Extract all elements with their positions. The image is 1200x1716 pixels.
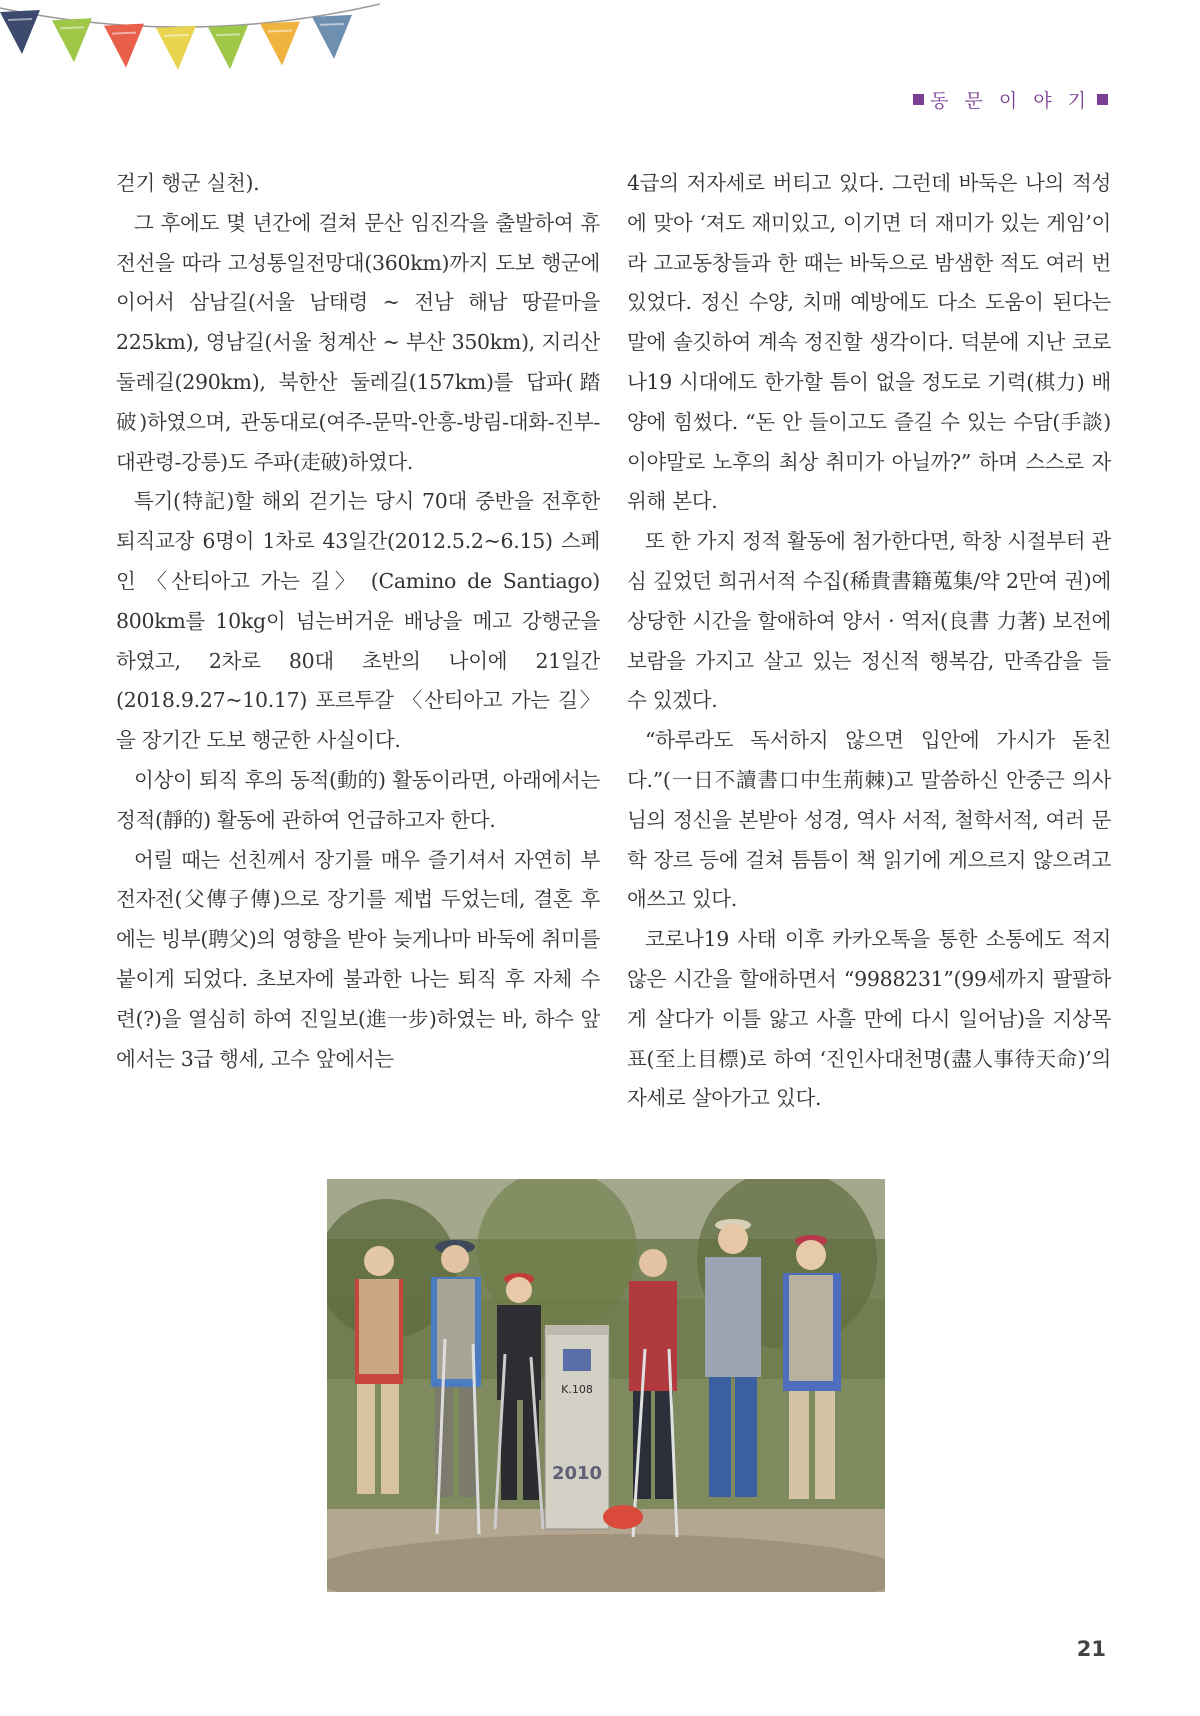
article-right-column [627,164,1111,1119]
group-photo-illustration [327,1179,885,1592]
group-photo [327,1179,885,1592]
paragraph: 또 한 가지 정적 활동에 첨가한다면, 학창 시절부터 관심 깊었던 희귀서적 수집(稀貴書籍蒐集/약 2만여 권)에 상당한 시간을 할애하여 양서 · 역저(良書 力著) 보전에 보람을 가지고 살고 있는 정신적 행복감, 만족감을 들 수 있겠다. [627,529,1111,713]
bunting-flag [104,24,144,68]
bunting-flag [156,26,196,70]
paragraph: 걷기 행군 실천). [116,171,260,195]
page-number: 21 [1076,1637,1106,1661]
section-tag [913,86,1108,113]
paragraph: 그 후에도 몇 년간에 걸쳐 문산 임진각을 출발하여 휴전선을 따라 고성통일전망대(360km)까지 도보 행군에 이어서 삼남길(서울 남태령 ~ 전남 해남 땅끝마을 225km), 영남길(서울 청계산 ~ 부산 350km), 지리산 둘레길(290km), 북한산 둘레길(157km)를 답파(踏破)하였으며, 관동대로(여주-문막-안흥-방림-대화-진부-대관령-강릉)도 주파(走破)하였다. [116,210,600,474]
bunting-flag-stripe [216,34,240,35]
marker-text-1: K.108 [561,1383,593,1396]
paragraph: “하루라도 독서하지 않으면 입안에 가시가 돋친다.”(一日不讀書口中生荊棘)고 말씀하신 안중근 의사님의 정신을 본받아 성경, 역사 서적, 철학서적, 여러 문학 장르 등에 걸쳐 틈틈이 책 읽기에 게으르지 않으려고 애쓰고 있다. [627,728,1111,912]
section-tag-square-left [913,94,924,105]
bunting-flag [0,10,40,54]
paragraph: 어릴 때는 선친께서 장기를 매우 즐기셔서 자연히 부전자전(父傳子傳)으로 장기를 제법 두었는데, 결혼 후에는 빙부(聘父)의 영향을 받아 늦게나마 바둑에 취미를 붙이게 되었다. 초보자에 불과한 나는 퇴직 후 자체 수련(?)을 열심히 하여 진일보(進一步)하였는 바, 하수 앞에서는 3급 행세, 고수 앞에서는 [116,847,600,1071]
marker-text-2: 2010 [551,1463,603,1484]
bunting-flag-stripe [164,35,188,36]
bunting-flag-stripe [60,27,84,28]
paragraph: 4급의 저자세로 버티고 있다. 그런데 바둑은 나의 적성에 맞아 ‘져도 재미있고, 이기면 더 재미가 있는 게임’이라 고교동창들과 한 때는 바둑으로 밤샘한 적도 여러 번 있었다. 정신 수양, 치매 예방에도 다소 도움이 된다는 말에 솔깃하여 계속 정진할 생각이다. 덕분에 지난 코로나19 시대에도 한가할 틈이 없을 정도로 기력(棋力) 배양에 힘썼다. “돈 안 들이고도 즐길 수 있는 수담(手談)이야말로 노후의 최상 취미가 아닐까?” 하며 스스로 자위해 본다. [627,171,1111,514]
bunting-flag-stripe [8,19,32,20]
stone-marker [545,1325,609,1529]
paragraph: 코로나19 사태 이후 카카오톡을 통한 소통에도 적지 않은 시간을 할애하면서 “9988231”(99세까지 팔팔하게 살다가 이틀 앓고 사흘 만에 다시 일어남)을 지상목표(至上目標)로 하여 ‘진인사대천명(盡人事待天命)’의 자세로 살아가고 있다. [627,927,1111,1111]
section-tag-square-right [1097,94,1108,105]
bunting-flag [52,18,92,62]
paragraph: 특기(特記)할 해외 걷기는 당시 70대 중반을 전후한 퇴직교장 6명이 1차로 43일간(2012.5.2~6.15) 스페인 〈산티아고 가는 길〉 (Camino de Santiago) 800km를 10kg이 넘는버거운 배낭을 메고 강행군을 하였고, 2차로 80대 초반의 나이에 21일간(2018.9.27~10.17) 포르투갈 〈산티아고 가는 길〉을 장기간 도보 행군한 사실이다. [116,489,600,753]
paragraph: 이상이 퇴직 후의 동적(動的) 활동이라면, 아래에서는 정적(靜的) 활동에 관하여 언급하고자 한다. [116,767,600,832]
bunting-decoration [0,0,380,110]
bunting-flag [312,15,352,59]
bunting-flag-stripe [268,31,292,32]
article-left-column [116,164,600,1079]
bunting-flag [208,25,248,69]
bunting-flag-stripe [320,24,344,25]
bunting-flag-stripe [112,33,136,34]
bunting-flag [260,22,300,66]
section-tag-label: 동 문 이 야 기 [930,90,1091,112]
